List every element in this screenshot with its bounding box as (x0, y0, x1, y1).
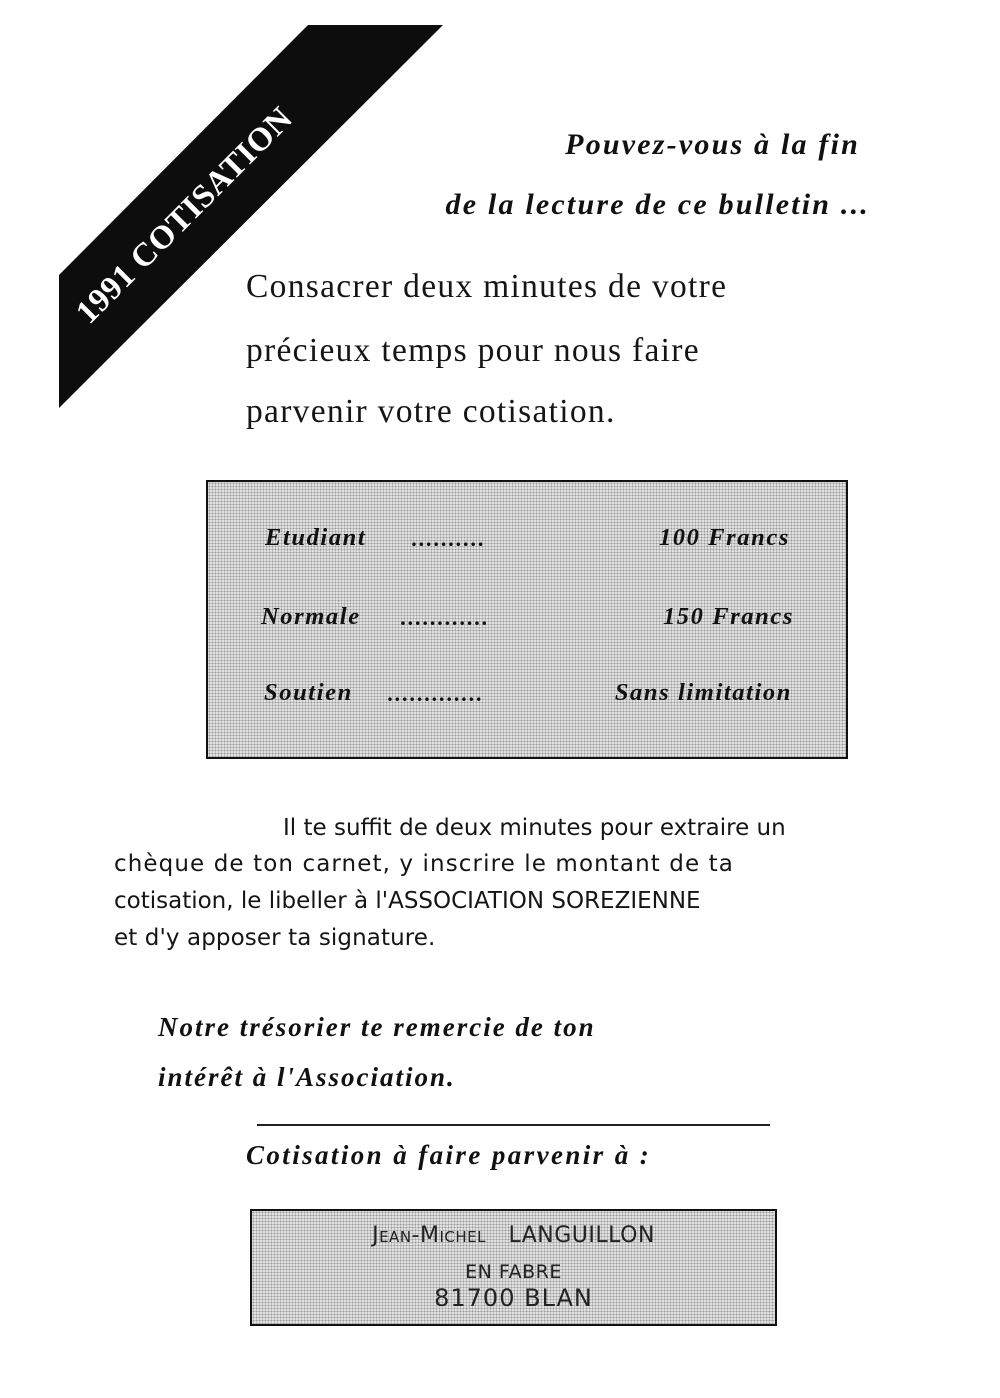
rate-leader-dots: ............. (388, 681, 485, 706)
rate-label: Soutien (264, 679, 353, 706)
rate-label: Normale (261, 603, 361, 630)
instructions-line-2: chèque de ton carnet, y inscrire le montant de ta (114, 851, 734, 877)
rate-value: 150 Francs (662, 603, 794, 630)
thanks-line-1: Notre trésorier te remercie de ton (158, 1012, 596, 1042)
address-box (250, 1209, 777, 1326)
address-line-2: EN FABRE (465, 1261, 562, 1283)
appeal-line-3: parvenir votre cotisation. (246, 393, 616, 430)
ribbon-label: 1991 COTISATION (69, 100, 300, 331)
instructions-line-3: cotisation, le libeller à l'ASSOCIATION SOREZIENNE (114, 888, 701, 914)
rate-leader-dots: ............ (401, 605, 490, 630)
thanks-line-2: intérêt à l'Association. (158, 1062, 456, 1092)
address-name (252, 1223, 775, 1248)
separator-line (257, 1124, 770, 1126)
rate-leader-dots: .......... (412, 526, 486, 551)
rates-box (206, 480, 848, 759)
rate-value: 100 Francs (658, 524, 790, 551)
rate-label: Etudiant (265, 524, 367, 551)
appeal-line-2: précieux temps pour nous faire (246, 332, 700, 369)
instructions-line-1: Il te suffit de deux minutes pour extraire un (283, 815, 786, 841)
address-last-name: LANGUILLON (508, 1223, 655, 1248)
address-first-name: Jean-Michel (372, 1223, 486, 1248)
appeal-line-1: Consacrer deux minutes de votre (246, 268, 728, 305)
address-line-3: 81700 BLAN (434, 1284, 593, 1312)
rate-value: Sans limitation (614, 679, 792, 706)
send-to-heading: Cotisation à faire parvenir à : (246, 1140, 652, 1170)
instructions-line-4: et d'y apposer ta signature. (114, 925, 436, 951)
intro-line-1: Pouvez-vous à la fin (565, 128, 860, 161)
intro-line-2: de la lecture de ce bulletin ... (445, 188, 870, 221)
